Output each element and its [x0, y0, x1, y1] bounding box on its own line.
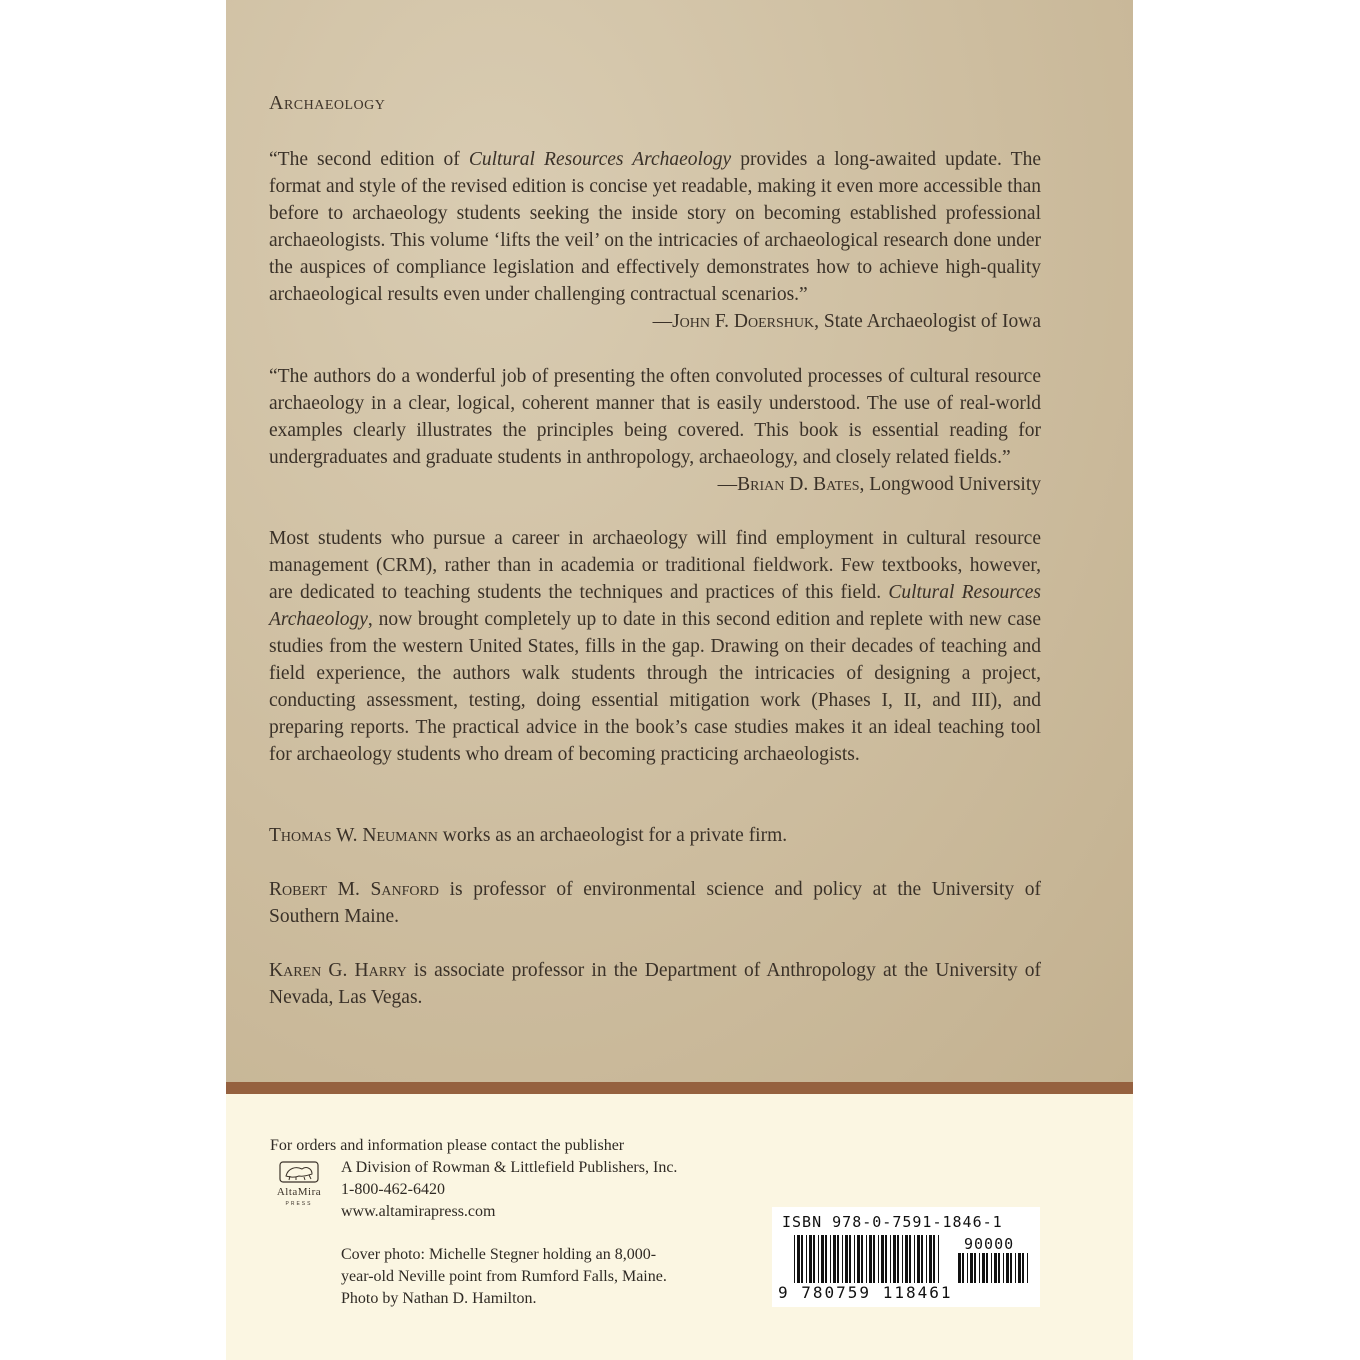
- author-name: Karen G. Harry: [269, 960, 407, 981]
- publisher-division: A Division of Rowman & Littlefield Publishers, Inc.: [341, 1159, 678, 1176]
- barcode-bar: [857, 1235, 860, 1283]
- barcode-bar: [905, 1235, 908, 1283]
- endorsement-quote-1: [269, 146, 1041, 335]
- barcode-bar: [962, 1253, 964, 1283]
- quote-text: “The authors do a wonderful job of presenting the often convoluted processes of cultural resource archaeology in a clear, logical, coherent manner that is easily understood. The use of real-world examples clearly illustrates the principles being covered. This book is essential reading for undergraduates and graduate students in anthropology, archaeology, and closely related fields.”: [269, 366, 1041, 468]
- barcode-bar: [909, 1235, 911, 1283]
- author-bio: [269, 876, 1041, 930]
- barcode-bar: [849, 1235, 851, 1283]
- bio-text: works as an archaeologist for a private firm.: [437, 825, 788, 846]
- barcode-bar: [825, 1235, 827, 1283]
- photo-credit-line: Photo by Nathan D. Hamilton.: [341, 1290, 537, 1307]
- addon-barcode-bars: [958, 1253, 1028, 1283]
- photo-credit-line: Cover photo: Michelle Stegner holding an 8,000-: [341, 1246, 657, 1263]
- barcode-bar: [967, 1253, 968, 1283]
- ean-barcode-bars: [794, 1235, 939, 1283]
- logo-wordmark: AltaMira: [276, 1186, 322, 1198]
- barcode-bar: [885, 1235, 887, 1283]
- barcode-bar: [861, 1235, 863, 1283]
- quote-attribution: [718, 471, 1041, 498]
- photo-credit-line: year-old Neville point from Rumford Falls, Maine.: [341, 1268, 667, 1285]
- barcode-bar: [801, 1235, 803, 1283]
- book-title: Cultural Resources Archaeology: [269, 582, 1041, 630]
- barcode-bar: [921, 1235, 923, 1283]
- barcode-bar: [917, 1235, 920, 1283]
- barcode-bar: [1015, 1253, 1016, 1283]
- barcode-bar: [1006, 1253, 1009, 1283]
- barcode-bar: [897, 1235, 899, 1283]
- barcode-bar: [926, 1235, 927, 1283]
- barcode-bar: [842, 1235, 843, 1283]
- barcode-bar: [974, 1253, 976, 1283]
- barcode-bar: [1003, 1253, 1004, 1283]
- publisher-phone: 1-800-462-6420: [341, 1181, 445, 1198]
- barcode-bar: [958, 1253, 961, 1283]
- endorsement-quote-2: [269, 363, 1041, 498]
- book-description: [269, 525, 1041, 768]
- barcode-bar: [986, 1253, 988, 1283]
- barcode-bar: [933, 1235, 935, 1283]
- barcode-bar: [806, 1235, 807, 1283]
- bio-text: is associate professor in the Department of Anthropology at the University of Nevada, Las Vegas.: [269, 960, 1041, 1008]
- barcode-bar: [982, 1253, 985, 1283]
- attribution-role: , State Archaeologist of Iowa: [814, 311, 1041, 332]
- author-name: Thomas W. Neumann: [269, 825, 438, 846]
- barcode-bar: [902, 1235, 903, 1283]
- barcode-bar: [869, 1235, 872, 1283]
- quote-text: “The second edition of: [269, 149, 469, 170]
- barcode-bar: [890, 1235, 891, 1283]
- barcode-bar: [994, 1253, 997, 1283]
- barcode-bar: [929, 1235, 932, 1283]
- barcode-bar: [881, 1235, 884, 1283]
- barcode-bar: [1010, 1253, 1012, 1283]
- ean-digits: 9 780759 118461: [778, 1283, 953, 1302]
- barcode-bar: [979, 1253, 980, 1283]
- attribution-role: , Longwood University: [859, 474, 1041, 495]
- publisher-info: [341, 1157, 677, 1223]
- barcode-bar: [818, 1235, 819, 1283]
- author-bio: [269, 822, 1041, 849]
- barcode-bar: [797, 1235, 800, 1283]
- barcode-bar: [991, 1253, 992, 1283]
- divider-band: [226, 1082, 1133, 1094]
- attribution-name: —John F. Doershuk: [652, 311, 815, 332]
- altamira-logo-icon: [266, 1160, 332, 1210]
- barcode-bar: [998, 1253, 1000, 1283]
- barcode-bar: [938, 1235, 939, 1283]
- description-text: Most students who pursue a career in archaeology will find employment in cultural resource management (CRM), rather than in academia or traditional fieldwork. Few textbooks, however, are dedicated to teaching students the techniques and practices of this field.: [269, 528, 1041, 603]
- book-back-cover: [226, 0, 1133, 1360]
- bio-text: is professor of environmental science and policy at the University of Southern Maine.: [269, 879, 1041, 927]
- barcode-bar: [830, 1235, 831, 1283]
- barcode-bar: [1018, 1253, 1021, 1283]
- barcode-bar: [854, 1235, 855, 1283]
- barcode-bar: [970, 1253, 973, 1283]
- barcode-bar: [813, 1235, 815, 1283]
- book-title: Cultural Resources Archaeology: [468, 149, 732, 170]
- barcode-bar: [837, 1235, 839, 1283]
- barcode-bar: [914, 1235, 915, 1283]
- barcode-bar: [833, 1235, 836, 1283]
- quote-text: provides a long-awaited update. The format and style of the revised edition is concise yet readable, making it even more accessible than before to archaeology students seeking the inside story on becoming established professional archaeologists. This volume ‘lifts the veil’ on the intricacies of archaeological research done under the auspices of compliance legislation and effectively demonstrates how to achieve high-quality archaeological results even under challenging contractual scenarios.”: [269, 149, 1041, 305]
- isbn-number: ISBN 978-0-7591-1846-1: [782, 1213, 1003, 1231]
- author-name: Robert M. Sanford: [269, 879, 439, 900]
- barcode-block: [772, 1207, 1040, 1307]
- barcode-bar: [873, 1235, 875, 1283]
- barcode-bar: [893, 1235, 896, 1283]
- attribution-name: —Brian D. Bates: [717, 474, 860, 495]
- cover-photo-credit: [341, 1244, 667, 1310]
- barcode-bar: [878, 1235, 879, 1283]
- orders-info: For orders and information please contact the publisher: [270, 1137, 625, 1154]
- barcode-bar: [845, 1235, 848, 1283]
- price-code: 90000: [964, 1235, 1015, 1253]
- category-label: Archaeology: [269, 92, 386, 114]
- description-text: , now brought completely up to date in this second edition and replete with new case studies from the western United States, fills in the gap. Drawing on their decades of teaching and field experience, the authors walk students through the intricacies of designing a project, conducting assessment, testing, doing essential mitigation work (Phases I, II, and III), and preparing reports. The practical advice in the book’s case studies makes it an ideal teaching tool for archaeology students who dream of becoming practicing archaeologists.: [269, 609, 1041, 765]
- quote-attribution: [653, 308, 1041, 335]
- barcode-bar: [866, 1235, 867, 1283]
- barcode-bar: [821, 1235, 824, 1283]
- barcode-bar: [1022, 1253, 1024, 1283]
- barcode-bar: [794, 1235, 795, 1283]
- barcode-bar: [809, 1235, 812, 1283]
- author-bio: [269, 957, 1041, 1011]
- logo-subtext: PRESS: [285, 1201, 313, 1207]
- publisher-website: www.altamirapress.com: [341, 1203, 496, 1220]
- barcode-bar: [1027, 1253, 1028, 1283]
